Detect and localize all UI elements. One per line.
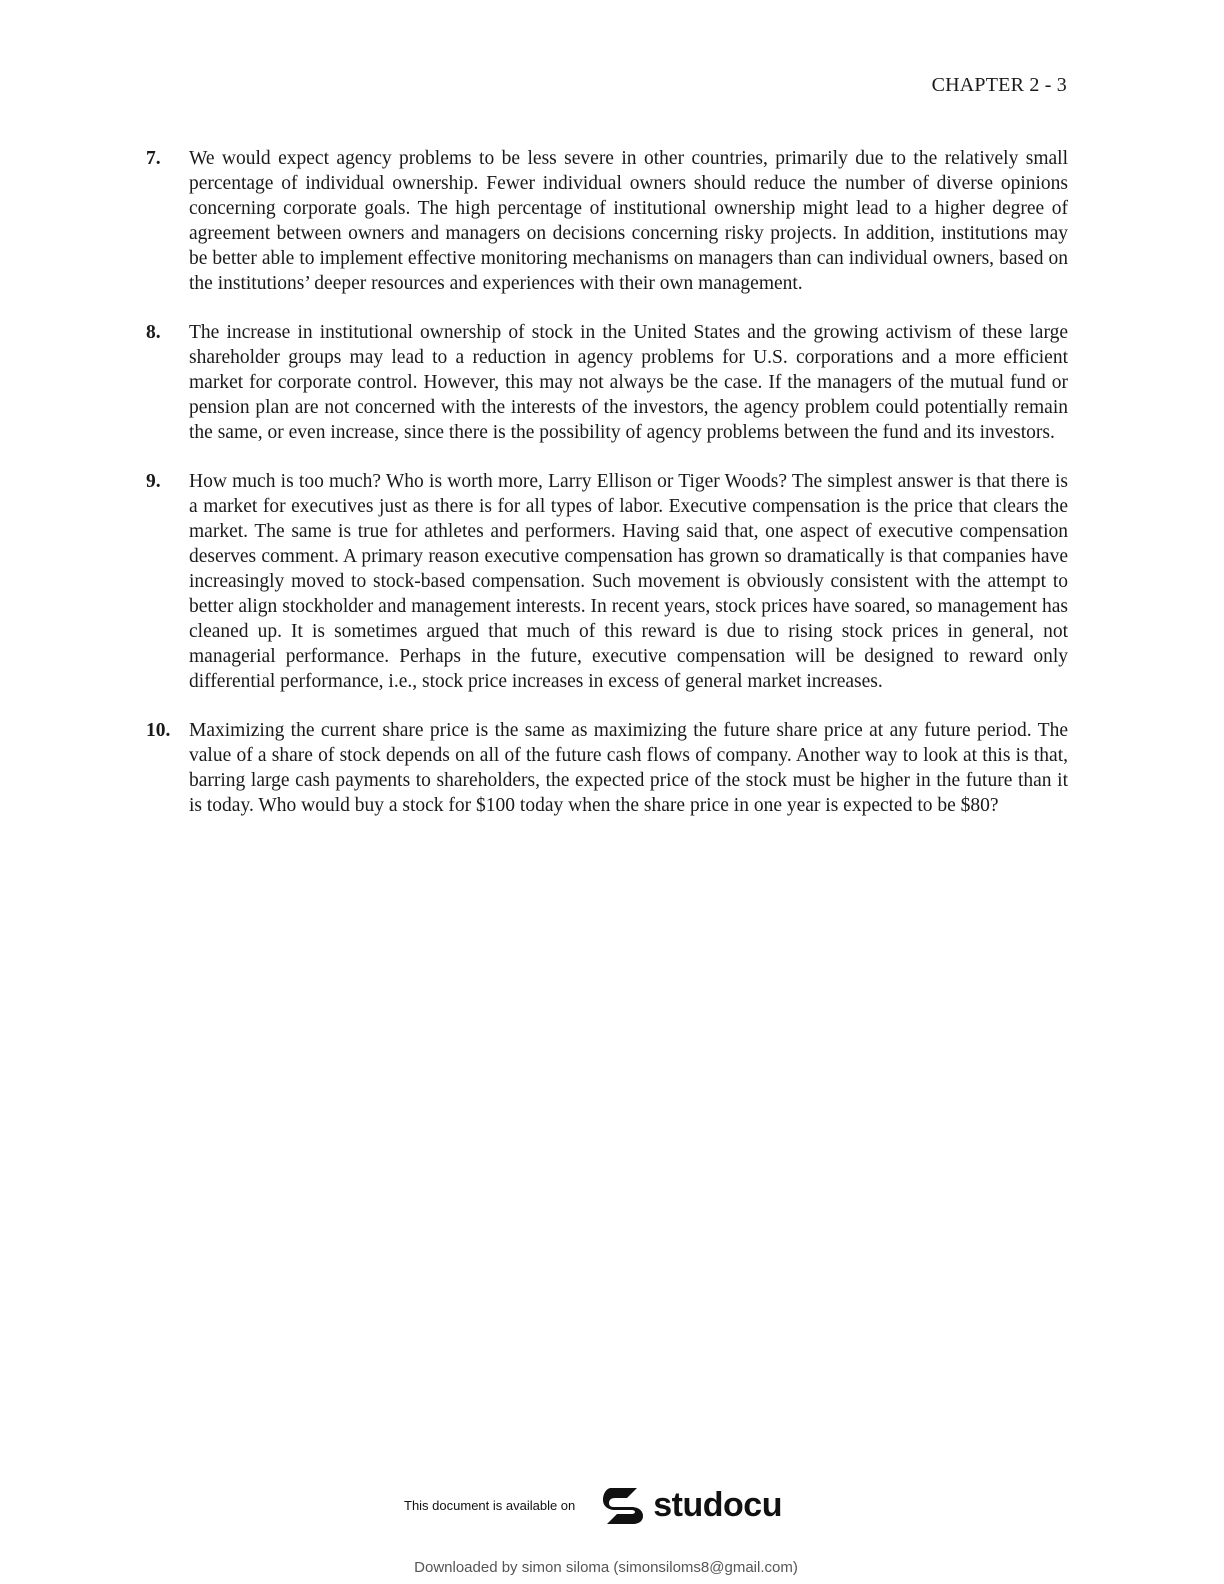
studocu-logo-icon [601, 1485, 647, 1525]
availability-banner[interactable] [404, 1478, 782, 1532]
answer-number: 10. [146, 720, 171, 741]
answer-text: How much is too much? Who is worth more, Larry Ellison or Tiger Woods? The simplest answer is that there is a market for executives just as there is for all types of labor. Executive compensation is the price that clears the market. The same is true for athletes and performers. Having said that, one aspect of executive compensation deserves comment. A primary reason executive compensation has grown so dramatically is that companies have increasingly moved to stock-based compensation. Such movement is obviously consistent with the attempt to better align stockholder and management interests. In recent years, stock prices have soared, so management has cleaned up. It is sometimes argued that much of this reward is due to rising stock prices in general, not managerial performance. Perhaps in the future, executive compensation will be designed to reward only differential performance, i.e., stock price increases in excess of general market increases. [189, 471, 1068, 692]
answer-item-8 [146, 320, 1068, 445]
answer-text: We would expect agency problems to be less severe in other countries, primarily due to the relatively small percentage of individual ownership. Fewer individual owners should reduce the number of diverse opinions concerning corporate goals. The high percentage of institutional ownership might lead to a higher degree of agreement between owners and managers on decisions concerning risky projects. In addition, institutions may be better able to implement effective monitoring mechanisms on managers than can individual owners, based on the institutions’ deeper resources and experiences with their own management. [189, 148, 1068, 294]
answer-number: 8. [146, 322, 161, 343]
answer-number: 7. [146, 148, 161, 169]
answer-text: The increase in institutional ownership of stock in the United States and the growing activism of these large shareholder groups may lead to a reduction in agency problems for U.S. corporations and a more efficient market for corporate control. However, this may not always be the case. If the managers of the mutual fund or pension plan are not concerned with the interests of the investors, the agency problem could potentially remain the same, or even increase, since there is the possibility of agency problems between the fund and its investors. [189, 322, 1068, 443]
answer-text: Maximizing the current share price is the same as maximizing the future share price at any future period. The value of a share of stock depends on all of the future cash flows of company. Another way to look at this is that, barring large cash payments to shareholders, the expected price of the stock must be higher in the future than it is today. Who would buy a stock for $100 today when the share price in one year is expected to be $80? [189, 720, 1068, 816]
availability-text: This document is available on [404, 1497, 576, 1513]
answer-item-9 [146, 469, 1068, 694]
chapter-header: CHAPTER 2 - 3 [931, 74, 1067, 96]
studocu-wordmark: studocu [653, 1485, 782, 1524]
answer-item-10 [146, 718, 1068, 818]
answer-item-7 [146, 146, 1068, 296]
download-attribution: Downloaded by simon siloma (simonsiloms8@gmail.com) [414, 1559, 798, 1576]
answer-number: 9. [146, 471, 161, 492]
answer-list [146, 146, 1068, 842]
studocu-logo[interactable] [601, 1485, 782, 1525]
